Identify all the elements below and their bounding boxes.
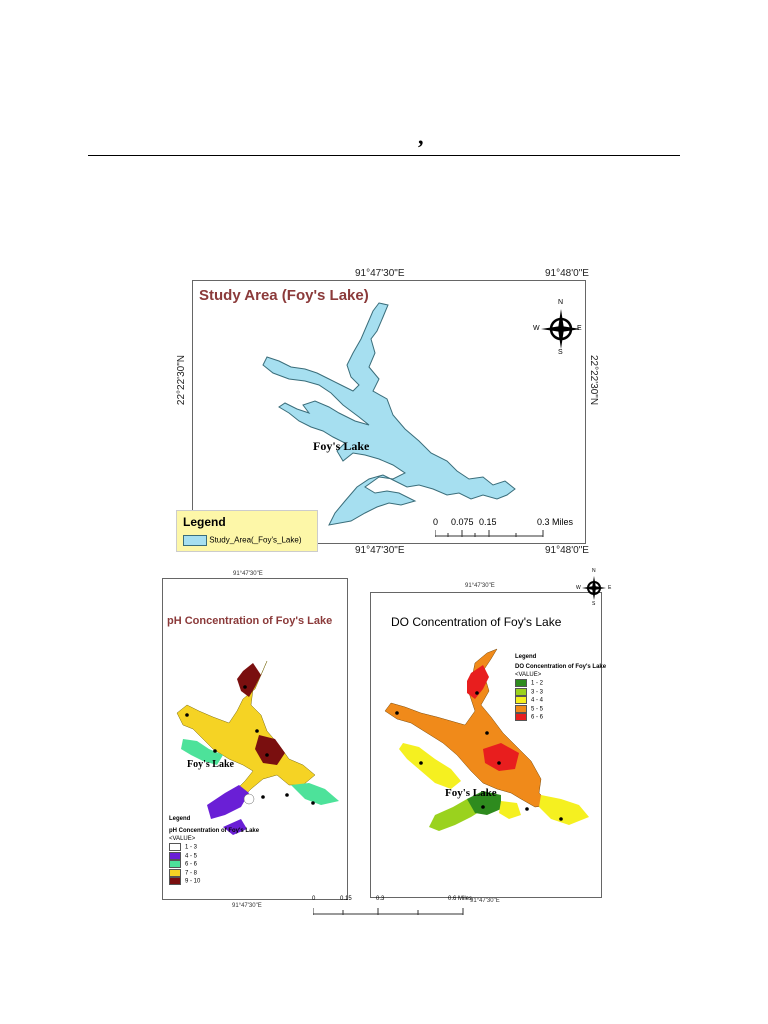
study-bottom-lon-1: 91°47'30"E [355,545,405,556]
ph-legend-label-2: 6 - 6 [185,861,198,868]
do-lake-shape [371,593,607,897]
ph-map-frame [162,578,348,900]
study-scale-bar [433,517,583,541]
do-legend-subtitle: DO Concentration of Foy's Lake [515,664,607,670]
do-swatch-0 [515,679,527,687]
do-top-lon: 91°47'30"E [465,583,495,589]
scale-label-3: 0.3 Miles [537,517,574,527]
do-legend [515,653,607,722]
bottom-scale-ticks [313,906,473,916]
header-mark: , [418,124,424,149]
do-map-frame [370,592,607,898]
study-left-lat: 22°22'30"N [176,355,187,406]
ph-swatch-1 [169,852,181,860]
ph-legend-item-1 [169,852,289,861]
bottom-scale-3: 0.6 Miles [448,896,473,902]
do-legend-item-4 [515,713,599,722]
ph-legend-label-3: 7 - 8 [185,870,198,877]
do-legend-label-2: 4 - 4 [531,697,544,704]
do-compass-s: S [592,601,596,607]
do-compass [576,566,614,608]
scale-label-1: 0.075 [451,517,474,527]
study-legend-title: Legend [183,515,226,529]
compass-s: S [558,349,563,356]
ph-top-lon: 91°47'30"E [233,571,263,577]
bottom-scale-0: 0 [312,896,316,902]
study-lake-label: Foy's Lake [313,439,370,453]
study-legend [176,510,318,552]
ph-bottom-lon: 91°47'30"E [232,903,262,909]
scale-label-0: 0 [433,517,439,527]
study-legend-item [183,535,301,546]
do-legend-label-3: 5 - 5 [531,706,544,713]
bottom-scale-1: 0.15 [340,896,352,902]
ph-legend-item-0 [169,843,289,852]
do-legend-item-1 [515,688,599,697]
ph-swatch-4 [169,877,181,885]
ph-legend [169,815,289,886]
do-legend-item-2 [515,696,599,705]
ph-swatch-2 [169,860,181,868]
study-top-lon-1: 91°47'30"E [355,268,405,279]
do-compass-e: E [608,585,612,591]
header-rule [88,155,680,156]
do-bottom-lon: 91°47'30"E [470,898,500,904]
study-legend-swatch [183,535,207,546]
do-legend-item-3 [515,705,599,714]
ph-lake-label: Foy's Lake [187,759,234,770]
do-swatch-4 [515,713,527,721]
ph-legend-title: Legend [169,816,191,822]
bottom-scale-bar [308,896,478,920]
study-map-title: Study Area (Foy's Lake) [199,287,369,304]
compass-n: N [558,299,564,306]
compass-w: W [533,325,540,332]
ph-legend-label-0: 1 - 3 [185,844,198,851]
ph-legend-subtitle: pH Concentration of Foy's Lake [169,828,260,834]
compass-e: E [577,325,582,332]
do-legend-label-0: 1 - 2 [531,680,544,687]
do-map-title: DO Concentration of Foy's Lake [391,615,562,629]
do-swatch-3 [515,705,527,713]
scale-ticks [435,530,547,538]
ph-legend-item-4 [169,877,289,886]
study-bottom-lon-2: 91°48'0"E [545,545,589,556]
study-lake-shape [193,281,585,543]
ph-swatch-0 [169,843,181,851]
do-legend-label-4: 6 - 6 [531,714,544,721]
do-legend-title: Legend [515,654,537,660]
study-legend-label: Study_Area(_Foy's_Lake) [209,535,302,545]
do-compass-n: N [592,568,596,574]
do-compass-w: W [576,585,581,591]
study-compass [533,299,582,359]
ph-swatch-3 [169,869,181,877]
ph-legend-label-4: 9 - 10 [185,878,201,885]
study-map-frame [192,280,586,544]
ph-legend-label-1: 4 - 5 [185,853,198,860]
do-lake-label: Foy's Lake [445,787,497,799]
do-legend-label-1: 3 - 3 [531,689,544,696]
scale-label-2: 0.15 [479,517,497,527]
do-legend-value-header: <VALUE> [515,672,542,678]
study-top-lon-2: 91°48'0"E [545,268,589,279]
ph-legend-item-2 [169,860,289,869]
do-legend-item-0 [515,679,599,688]
do-swatch-2 [515,696,527,704]
study-right-lat: 22°22'30"N [588,355,599,406]
ph-map-title: pH Concentration of Foy's Lake [167,615,333,627]
do-swatch-1 [515,688,527,696]
bottom-scale-2: 0.3 [376,896,385,902]
ph-legend-item-3 [169,869,289,878]
ph-legend-value-header: <VALUE> [169,836,196,842]
